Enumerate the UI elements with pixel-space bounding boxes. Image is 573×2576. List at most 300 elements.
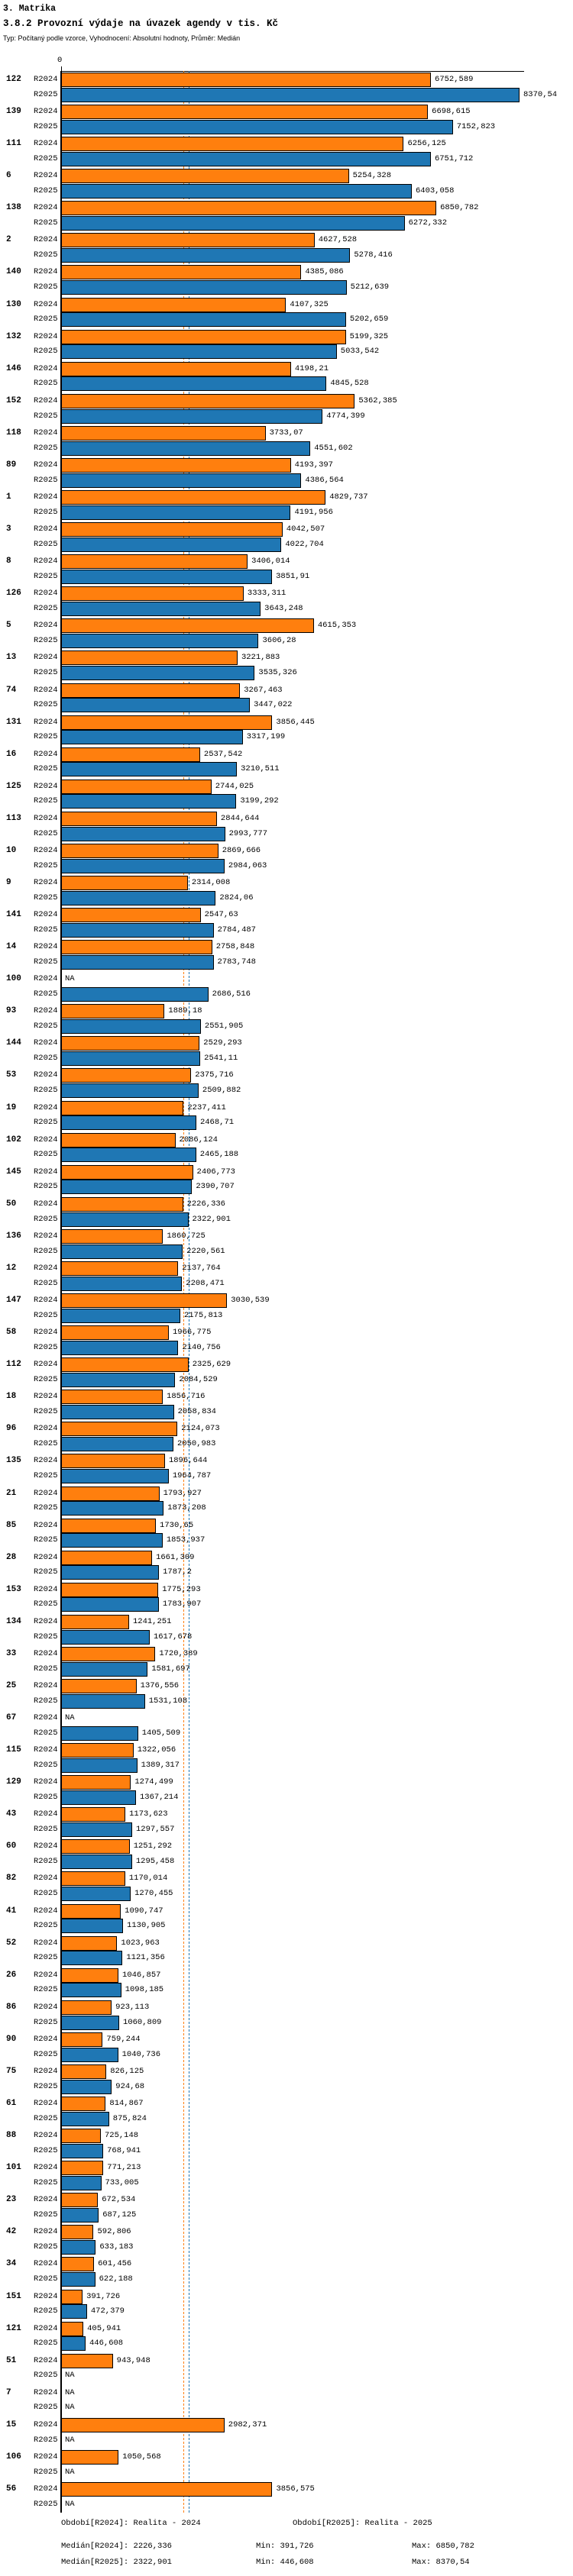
series-row-label: R2024 [34,107,58,117]
group-id-label: 122 [6,75,21,84]
value-label: 3030,539 [231,1296,270,1306]
bar-r2025 [61,1726,138,1741]
series-row-label: R2024 [34,1456,58,1466]
series-row-label: R2025 [34,1696,58,1706]
value-label: 2314,008 [191,878,231,887]
bar-r2025 [61,1565,159,1580]
group-id-label: 140 [6,267,21,277]
value-label: 1295,458 [135,1857,175,1867]
series-row-label: R2024 [34,2484,58,2494]
bar-r2024 [61,2064,106,2079]
value-label: 6751,712 [434,153,474,163]
series-row-label: R2024 [34,2034,58,2044]
bar-r2025 [61,827,225,841]
value-label: 2537,542 [203,749,243,759]
bar-r2025 [61,666,254,680]
value-label: 1966,775 [172,1328,212,1338]
series-row-label: R2024 [34,1842,58,1851]
value-label: 2758,848 [215,942,255,952]
series-row-label: R2024 [34,2066,58,2076]
bar-r2024 [61,554,248,569]
bar-r2024 [61,715,272,730]
value-label: 391,726 [86,2291,121,2301]
value-label-na: NA [65,2403,75,2413]
value-label: 2226,336 [186,1199,225,1209]
bar-r2025 [61,280,347,295]
footer-max-r2024: Max: 6850,782 [412,2542,474,2551]
value-label: 3447,022 [254,700,293,710]
value-label: 1090,747 [125,1906,163,1916]
series-row-label: R2024 [34,1874,58,1884]
bar-r2024 [61,2290,83,2304]
series-row-label: R2025 [34,218,58,228]
series-row-label: R2025 [34,2371,58,2381]
series-row-label: R2024 [34,1809,58,1819]
value-label: 1367,214 [140,1792,179,1802]
value-label: 4385,086 [305,267,344,277]
value-label: 2086,124 [179,1135,218,1144]
value-label: 2465,188 [199,1150,239,1160]
value-label: 5362,385 [358,395,397,405]
value-label: 687,125 [102,2210,137,2219]
value-label: 1046,857 [122,1970,161,1980]
bar-r2024 [61,2482,272,2497]
value-label: 2993,777 [228,828,268,838]
series-row-label: R2024 [34,557,58,567]
group-id-label: 101 [6,2163,21,2173]
axis-zero-label: 0 [57,56,63,65]
bar-r2025 [61,2240,96,2255]
bar-r2024 [61,1551,152,1565]
value-label: 1581,697 [151,1664,190,1674]
value-label: 2058,834 [177,1406,216,1416]
footer-max-r2025: Max: 8370,54 [412,2558,470,2567]
series-row-label: R2025 [34,764,58,774]
series-row-label: R2024 [34,942,58,952]
series-row-label: R2025 [34,315,58,324]
bar-r2025 [61,409,322,424]
series-row-label: R2025 [34,636,58,646]
series-row-label: R2024 [34,685,58,695]
value-label: 4107,325 [290,299,329,309]
bar-r2025 [61,1115,196,1130]
series-row-label: R2024 [34,589,58,599]
bar-r2025 [61,762,237,776]
bar-r2024 [61,1904,121,1919]
bar-r2025 [61,1758,138,1773]
bar-r2024 [61,1261,178,1276]
value-label: 1964,787 [172,1471,212,1481]
bar-r2024 [61,105,428,119]
group-id-label: 136 [6,1231,21,1241]
bar-r2024 [61,137,403,151]
value-label: 875,824 [112,2113,147,2123]
series-row-label: R2024 [34,2323,58,2333]
group-id-label: 51 [6,2355,17,2365]
value-label: 4386,564 [305,475,344,485]
series-row-label: R2024 [34,428,58,437]
series-row-label: R2025 [34,2113,58,2123]
value-label: 1889,18 [168,1006,202,1016]
series-row-label: R2025 [34,89,58,99]
value-label: 1130,905 [127,1921,166,1931]
bar-r2025 [61,2176,102,2190]
group-id-label: 118 [6,428,21,437]
series-row-label: R2024 [34,1006,58,1016]
value-label: 2084,529 [179,1374,218,1384]
bar-r2025 [61,1983,121,1997]
bar-r2025 [61,1790,136,1805]
bar-r2024 [61,876,188,890]
value-label: 1270,455 [134,1889,173,1899]
value-label: 5212,639 [350,282,390,292]
bar-r2024 [61,1036,199,1051]
bar-r2025 [61,1180,192,1194]
bar-r2024 [61,2097,105,2111]
value-label: 1853,937 [166,1535,206,1545]
value-label: 1793,927 [163,1488,202,1498]
bar-r2025 [61,730,243,744]
series-row-label: R2024 [34,1424,58,1434]
series-row-label: R2024 [34,1231,58,1241]
value-label: 2551,905 [204,1022,244,1031]
bar-r2024 [61,73,431,87]
series-row-label: R2025 [34,539,58,549]
value-label: 4774,399 [326,411,365,421]
series-row-label: R2025 [34,732,58,742]
value-label: 3643,248 [264,603,303,613]
value-label: 1241,251 [132,1616,172,1626]
value-label: 3333,311 [247,589,286,599]
bar-r2024 [61,426,266,441]
series-row-label: R2025 [34,2499,58,2509]
group-id-label: 135 [6,1456,21,1466]
bar-r2025 [61,1630,150,1645]
series-row-label: R2024 [34,878,58,887]
value-label: 4042,507 [286,525,325,534]
bar-r2024 [61,1068,191,1083]
group-id-label: 111 [6,139,21,149]
series-row-label: R2024 [34,267,58,277]
series-row-label: R2024 [34,299,58,309]
value-label-na: NA [65,2371,75,2381]
group-id-label: 102 [6,1135,21,1144]
value-label: 1251,292 [133,1842,173,1851]
series-row-label: R2024 [34,910,58,920]
group-id-label: 86 [6,2002,17,2012]
value-label: 4615,353 [317,621,357,631]
value-label: 4191,956 [294,507,333,517]
bar-r2024 [61,2418,225,2432]
value-label: 1040,736 [121,2049,161,2059]
group-id-label: 13 [6,653,17,663]
series-row-label: R2024 [34,492,58,502]
value-label: 943,948 [116,2355,151,2365]
value-label: 2237,411 [187,1102,226,1112]
bar-r2024 [61,2322,83,2336]
bar-r2024 [61,2161,103,2175]
group-id-label: 52 [6,1938,17,1948]
report-title: 3. Matrika [3,4,57,14]
series-row-label: R2024 [34,235,58,245]
value-label: 2140,756 [182,1342,221,1352]
bar-r2024 [61,940,212,954]
bar-r2025 [61,1148,196,1162]
group-id-label: 41 [6,1906,17,1916]
series-row-label: R2025 [34,1471,58,1481]
value-label: 2124,073 [181,1424,220,1434]
series-row-label: R2025 [34,186,58,195]
value-label: 6272,332 [408,218,448,228]
series-row-label: R2024 [34,2419,58,2429]
value-label: 446,608 [89,2339,124,2348]
series-row-label: R2025 [34,1985,58,1995]
bar-r2024 [61,1422,177,1436]
series-row-label: R2024 [34,1552,58,1562]
series-row-label: R2025 [34,1342,58,1352]
bar-r2025 [61,987,209,1002]
value-label: 622,188 [99,2274,133,2284]
bar-r2024 [61,265,301,279]
value-label: 826,125 [110,2066,144,2076]
chart-meta: Typ: Počítaný podle vzorce, Vyhodnocení: Absolutní hodnoty, Průměr: Medián [3,34,241,42]
group-id-label: 43 [6,1809,17,1819]
value-label: 1531,108 [148,1696,188,1706]
series-row-label: R2025 [34,893,58,902]
group-id-label: 1 [6,492,11,502]
series-row-label: R2024 [34,621,58,631]
series-row-label: R2025 [34,2467,58,2477]
value-label: 725,148 [104,2131,139,2141]
group-id-label: 33 [6,1648,17,1658]
value-label: 2869,666 [222,845,261,855]
series-row-label: R2025 [34,2339,58,2348]
chart-title: 3.8.2 Provozní výdaje na úvazek agendy v tis. Kč [3,18,279,29]
group-id-label: 82 [6,1874,17,1884]
bar-r2025 [61,1051,200,1066]
value-label: 405,941 [87,2323,121,2333]
value-label: 814,867 [109,2099,144,2109]
group-id-label: 96 [6,1424,17,1434]
bar-r2025 [61,2016,119,2030]
value-label: 1896,644 [168,1456,208,1466]
series-row-label: R2024 [34,2163,58,2173]
footer-min-r2024: Min: 391,726 [256,2542,314,2551]
value-label: 601,456 [98,2259,132,2269]
value-label: 5278,416 [354,250,393,260]
bar-r2025 [61,1919,123,1933]
value-label: 771,213 [107,2163,141,2173]
bar-r2025 [61,1855,132,1869]
series-row-label: R2025 [34,2403,58,2413]
value-label: 6752,589 [435,75,474,84]
series-row-label: R2025 [34,1760,58,1770]
group-id-label: 10 [6,845,17,855]
bar-r2024 [61,169,349,183]
bar-r2024 [61,1487,160,1501]
value-label: 2208,471 [186,1278,225,1288]
value-label: 4193,397 [294,460,333,470]
bar-r2024 [61,1165,193,1180]
series-row-label: R2024 [34,2002,58,2012]
value-label: 2175,813 [183,1310,223,1320]
bar-r2024 [61,1004,164,1018]
value-label: 2541,11 [204,1054,238,1064]
group-id-label: 16 [6,749,17,759]
series-row-label: R2024 [34,1938,58,1948]
value-label: 3606,28 [262,636,296,646]
value-label: 1098,185 [125,1985,164,1995]
bar-r2024 [61,1101,183,1115]
series-row-label: R2024 [34,2355,58,2365]
bar-r2025 [61,505,290,520]
bar-r2025 [61,152,431,166]
series-row-label: R2025 [34,1182,58,1192]
value-label: 2220,561 [186,1246,225,1256]
series-row-label: R2025 [34,2081,58,2091]
series-row-label: R2025 [34,1310,58,1320]
series-row-label: R2024 [34,1648,58,1658]
series-row-label: R2025 [34,603,58,613]
value-label: 6256,125 [407,139,446,149]
footer-min-r2025: Min: 446,608 [256,2558,314,2567]
bar-r2025 [61,2304,87,2319]
group-id-label: 151 [6,2291,21,2301]
series-row-label: R2024 [34,1328,58,1338]
bar-r2025 [61,248,350,263]
group-id-label: 58 [6,1328,17,1338]
bar-r2024 [61,233,315,247]
bar-r2025 [61,1277,182,1291]
bar-r2024 [61,2450,118,2465]
bar-r2025 [61,216,405,231]
group-id-label: 146 [6,363,21,373]
series-row-label: R2025 [34,2242,58,2252]
series-row-label: R2025 [34,860,58,870]
bar-r2024 [61,1229,163,1244]
series-row-label: R2024 [34,2259,58,2269]
series-row-label: R2024 [34,1392,58,1402]
group-id-label: 19 [6,1102,17,1112]
bar-r2024 [61,1679,137,1693]
value-label: 1050,568 [122,2452,161,2461]
bar-r2024 [61,2000,112,2015]
bar-r2025 [61,1212,189,1227]
series-row-label: R2025 [34,1439,58,1449]
footer-period-r2025: Období[R2025]: Realita - 2025 [293,2519,432,2528]
bar-r2025 [61,120,453,134]
series-row-label: R2025 [34,828,58,838]
bar-r2025 [61,570,272,584]
series-row-label: R2024 [34,1199,58,1209]
value-label: 6403,058 [415,186,455,195]
group-id-label: 93 [6,1006,17,1016]
group-id-label: 34 [6,2259,17,2269]
bar-r2024 [61,1968,118,1983]
series-row-label: R2024 [34,460,58,470]
bar-r2025 [61,1083,199,1098]
value-label-na: NA [65,2499,75,2509]
bar-r2024 [61,2225,93,2239]
series-row-label: R2025 [34,1567,58,1577]
bar-r2024 [61,1293,227,1308]
series-row-label: R2024 [34,1167,58,1177]
bar-r2024 [61,1357,189,1372]
value-label: 2050,983 [177,1439,216,1449]
bar-r2024 [61,1454,165,1468]
series-row-label: R2025 [34,2274,58,2284]
group-id-label: 18 [6,1392,17,1402]
group-id-label: 8 [6,557,11,567]
bar-r2025 [61,698,250,712]
group-id-label: 23 [6,2195,17,2205]
bar-r2025 [61,955,214,970]
bar-r2024 [61,1775,131,1790]
series-row-label: R2024 [34,139,58,149]
footer-median-r2024: Medián[R2024]: 2226,336 [61,2542,172,2551]
series-row-label: R2024 [34,2195,58,2205]
value-label-na: NA [65,2467,75,2477]
value-label-na: NA [65,2387,75,2397]
series-row-label: R2025 [34,1600,58,1609]
value-label: 4551,602 [314,443,353,453]
series-row-label: R2024 [34,1970,58,1980]
group-id-label: 147 [6,1296,21,1306]
group-id-label: 2 [6,235,11,245]
group-id-label: 113 [6,813,21,823]
bar-r2024 [61,1197,183,1212]
series-row-label: R2025 [34,1632,58,1641]
group-id-label: 126 [6,589,21,599]
group-id-label: 9 [6,878,11,887]
series-row-label: R2024 [34,1135,58,1144]
value-label: 1389,317 [141,1760,180,1770]
bar-r2025 [61,634,258,648]
bar-r2025 [61,1694,145,1709]
series-row-label: R2024 [34,171,58,181]
series-row-label: R2025 [34,475,58,485]
bar-r2024 [61,747,200,762]
group-id-label: 90 [6,2034,17,2044]
bar-r2025 [61,1501,163,1516]
value-label: 1121,356 [126,1953,165,1963]
series-row-label: R2024 [34,1360,58,1370]
value-label: 2784,487 [217,925,256,935]
group-id-label: 15 [6,2419,17,2429]
series-row-label: R2025 [34,668,58,678]
bar-r2025 [61,1533,163,1548]
bar-r2025 [61,2112,109,2126]
value-label: 2744,025 [215,781,254,791]
group-id-label: 28 [6,1552,17,1562]
value-label: 759,244 [106,2034,141,2044]
value-label: 1023,963 [121,1938,160,1948]
value-label: 3733,07 [269,428,303,437]
group-id-label: 6 [6,171,11,181]
series-row-label: R2024 [34,749,58,759]
series-row-label: R2025 [34,571,58,581]
bar-r2025 [61,1341,178,1355]
value-label: 6698,615 [432,107,471,117]
bar-r2025 [61,1469,169,1483]
bar-r2024 [61,2354,113,2368]
series-row-label: R2025 [34,1664,58,1674]
series-row-label: R2025 [34,925,58,935]
group-id-label: 139 [6,107,21,117]
series-row-label: R2024 [34,1584,58,1594]
value-label-na: NA [65,1713,75,1723]
bar-r2024 [61,330,346,344]
